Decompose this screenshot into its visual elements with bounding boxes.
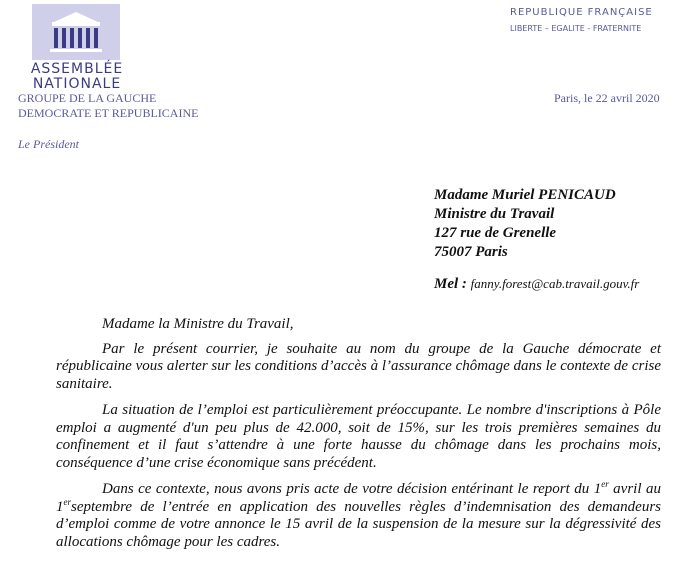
recipient-title: Ministre du Travail <box>434 206 555 222</box>
letter-date: Paris, le 22 avril 2020 <box>554 91 660 105</box>
mail-label: Mel : <box>434 276 467 292</box>
mail-address: fanny.forest@cab.travail.gouv.fr <box>470 276 640 291</box>
salutation: Madame la Ministre du Travail, <box>102 316 294 332</box>
logo-text-line1: ASSEMBLÉE <box>30 61 124 77</box>
recipient-mail <box>434 276 639 293</box>
recipient-name: Madame Muriel PENICAUD <box>434 187 616 203</box>
recipient-street: 127 rue de Grenelle <box>434 225 557 241</box>
paragraph-3-part-a: Dans ce contexte, nous avons pris acte de votre décision entérinant le report du 1 <box>102 481 602 497</box>
letter-body <box>56 316 661 560</box>
group-line2: DEMOCRATE ET REPUBLICAINE <box>18 106 199 120</box>
paragraph-2: La situation de l’emploi est particulièrement préoccupante. Le nombre d'inscriptions à Pôle emploi a augmenté d'un peu plus de 42.000, soit de 15%, sur les trois premières semaines du confinement et il faut s’attendre à une forte hausse du chômage dans les prochains mois, conséquence d’une crise économique sans précédent. <box>56 402 661 471</box>
sender-role: Le Président <box>18 137 79 151</box>
paragraph-3 <box>56 481 661 551</box>
paragraph-3-part-c: septembre de l’entrée en application des nouvelles règles d’indemnisation des demandeurs d’emploi comme de votre annonce le 15 avril de la suspension de la mesure sur la dégressivité des allocations chômage pour les cadres. <box>56 498 661 550</box>
paragraph-3-part-b: avril au 1 <box>56 481 661 515</box>
paragraph-1: Par le présent courrier, je souhaite au nom du groupe de la Gauche démocrate et républicaine vous alerter sur les conditions d’accès à l’assurance chômage dans le contexte de crise sanitaire. <box>56 340 661 392</box>
sender-group <box>18 91 198 121</box>
assemblee-building-icon <box>32 4 120 60</box>
assemblee-nationale-logo <box>22 4 132 90</box>
recipient-address <box>434 186 616 262</box>
recipient-city: 75007 Paris <box>434 244 508 260</box>
republic-title: REPUBLIQUE FRANÇAISE <box>510 7 653 18</box>
republic-motto: LIBERTE – EGALITE - FRATERNITE <box>510 24 642 33</box>
group-line1: GROUPE DE LA GAUCHE <box>18 91 157 105</box>
superscript-er-1: er <box>601 479 609 489</box>
superscript-er-2: er <box>63 496 71 507</box>
logo-text-line2: NATIONALE <box>32 76 122 92</box>
